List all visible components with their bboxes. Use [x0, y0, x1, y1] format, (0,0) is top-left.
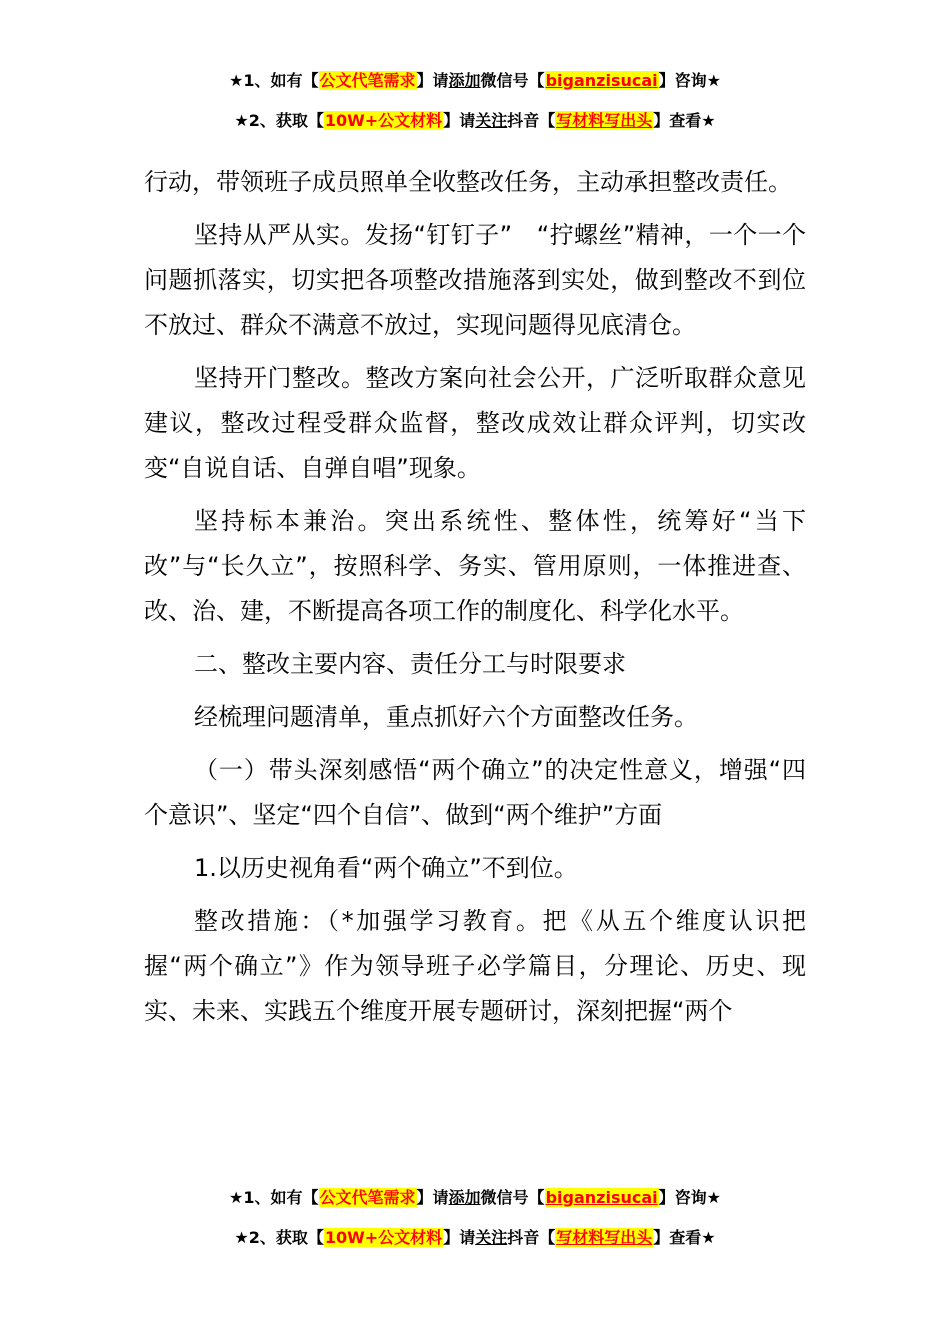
paragraph-continuation: 行动，带领班子成员照单全收整改任务，主动承担整改责任。	[144, 168, 792, 196]
banner-text: 】请	[443, 1228, 476, 1247]
banner-text: 】查看	[653, 111, 702, 130]
banner-text: 】请	[443, 111, 476, 130]
document-body	[144, 160, 806, 1034]
banner-text: 1、如有【	[243, 1188, 319, 1207]
section-heading: 二、整改主要内容、责任分工与时限要求	[194, 650, 626, 678]
header-banner-line-2	[0, 110, 950, 132]
banner-text: 】请	[416, 1188, 449, 1207]
paragraph-summary: 经梳理问题清单，重点抓好六个方面整改任务。	[194, 703, 698, 731]
star-icon: ★	[706, 71, 721, 90]
header-banner-line-1	[0, 70, 950, 92]
banner-text: 】请	[416, 71, 449, 90]
banner-text: 1、如有【	[243, 71, 319, 90]
footer-banner-line-2	[0, 1227, 950, 1249]
banner-underlined-text: 关注	[475, 1228, 508, 1247]
highlight-materials: 10W+公文材料	[324, 1228, 443, 1247]
banner-text: 2、获取【	[248, 111, 324, 130]
paragraph-measures: 整改措施：（*加强学习教育。把《从五个维度认识把握“两个确立”》作为领导班子必学篇目，分理论、历史、现实、未来、实践五个维度开展专题研讨，深刻把握“两个	[144, 907, 806, 1025]
highlight-wechat-id: biganzisucai	[545, 71, 658, 90]
star-icon: ★	[229, 1188, 244, 1207]
banner-text: 抖音【	[507, 1228, 556, 1247]
banner-text: 】查看	[653, 1228, 702, 1247]
star-icon: ★	[234, 111, 249, 130]
paragraph-strict-principle: 坚持从严从实。发扬“钉钉子” “拧螺丝”精神，一个一个问题抓落实，切实把各项整改措施落到实处，做到整改不到位不放过、群众不满意不放过，实现问题得见底清仓。	[144, 221, 806, 339]
highlight-douyin-account: 写材料写出头	[556, 111, 653, 130]
footer-banner-line-1	[0, 1187, 950, 1209]
star-icon: ★	[701, 1228, 716, 1247]
banner-text: 微信号【	[480, 1188, 545, 1207]
item-heading: 1.以历史视角看“两个确立”不到位。	[194, 854, 578, 882]
banner-text: 2、获取【	[248, 1228, 324, 1247]
highlight-materials: 10W+公文材料	[324, 111, 443, 130]
highlight-douyin-account: 写材料写出头	[556, 1228, 653, 1247]
banner-underlined-text: 添加	[448, 71, 481, 90]
banner-underlined-text: 添加	[448, 1188, 481, 1207]
paragraph-open-rectification: 坚持开门整改。整改方案向社会公开，广泛听取群众意见建议，整改过程受群众监督，整改成效让群众评判，切实改变“自说自话、自弹自唱”现象。	[144, 364, 806, 482]
highlight-wechat-id: biganzisucai	[545, 1188, 658, 1207]
star-icon: ★	[706, 1188, 721, 1207]
star-icon: ★	[229, 71, 244, 90]
banner-text: 】咨询	[658, 1188, 707, 1207]
banner-text: 微信号【	[480, 71, 545, 90]
banner-underlined-text: 关注	[475, 111, 508, 130]
paragraph-root-cause: 坚持标本兼治。突出系统性、整体性，统筹好“当下改”与“长久立”，按照科学、务实、管用原则，一体推进查、改、治、建，不断提高各项工作的制度化、科学化水平。	[144, 507, 806, 625]
highlight-service: 公文代笔需求	[319, 1188, 416, 1207]
subsection-heading: （一）带头深刻感悟“两个确立”的决定性意义，增强“四个意识”、坚定“四个自信”、做到“两个维护”方面	[144, 756, 806, 829]
banner-text: 】咨询	[658, 71, 707, 90]
highlight-service: 公文代笔需求	[319, 71, 416, 90]
banner-text: 抖音【	[507, 111, 556, 130]
star-icon: ★	[701, 111, 716, 130]
star-icon: ★	[234, 1228, 249, 1247]
